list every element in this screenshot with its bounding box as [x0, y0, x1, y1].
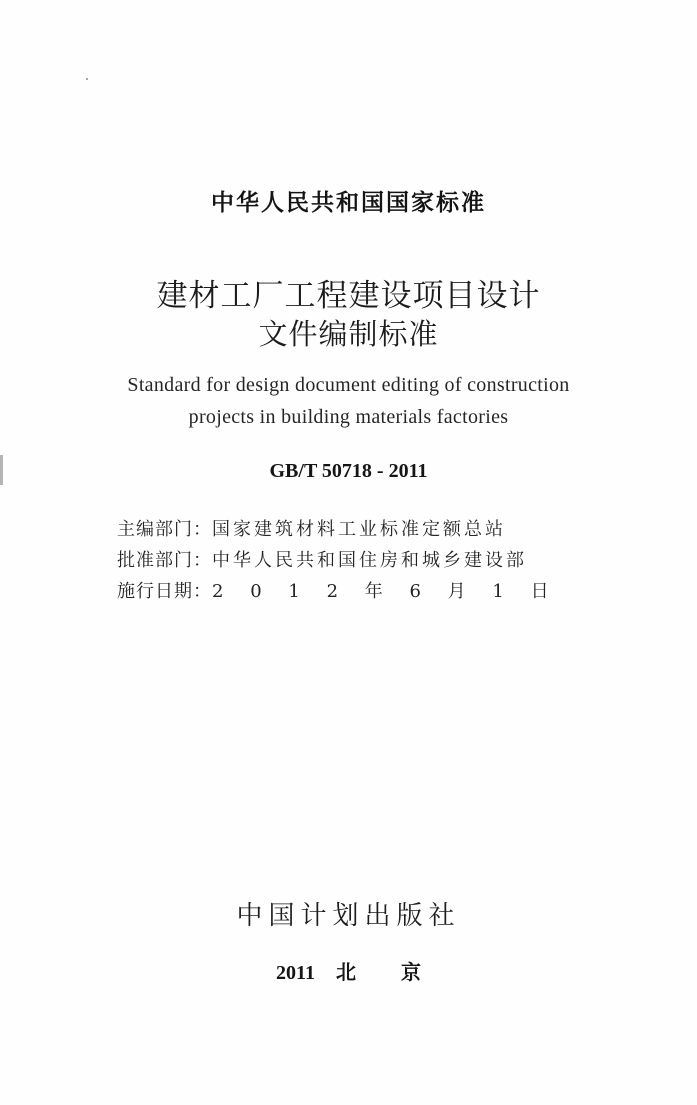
title-cn-line-2: 文件编制标准: [258, 317, 439, 351]
publication-city-char-2: 京: [400, 962, 421, 984]
publisher-name: 中国计划出版社: [236, 901, 461, 931]
title-en-line-2: projects in building materials factories: [188, 406, 509, 428]
date-part: 日: [530, 580, 549, 602]
date-part: 1: [288, 580, 300, 602]
editor-row: [117, 512, 587, 543]
national-standard-heading: 中华人民共和国国家标准: [211, 190, 486, 216]
approver-label: 批准部门：: [117, 549, 212, 571]
title-en-line-1: Standard for design document editing of construction: [127, 374, 570, 396]
approver-row: [117, 543, 587, 574]
date-part: 6: [409, 580, 421, 602]
publication-year-city: [0, 956, 697, 985]
scan-speck: [86, 78, 88, 80]
info-block: [117, 512, 587, 605]
date-label: 施行日期：: [117, 580, 212, 602]
editor-label: 主编部门：: [117, 518, 212, 540]
date-part: 年: [364, 580, 383, 602]
date-part: 1: [492, 580, 504, 602]
date-part: 0: [250, 580, 262, 602]
publication-year: 2011: [276, 962, 315, 984]
publication-city-char-1: 北: [335, 962, 356, 984]
standard-code: GB/T 50718 - 2011: [269, 460, 428, 482]
effective-date-row: [117, 574, 587, 605]
editor-value: 国家建筑材料工业标准定额总站: [212, 518, 506, 540]
approver-value: 中华人民共和国住房和城乡建设部: [212, 549, 527, 571]
title-cn-line-1: 建材工厂工程建设项目设计: [156, 278, 541, 314]
date-part: 月: [447, 580, 466, 602]
date-part: 2: [326, 580, 339, 602]
date-part: 2: [212, 580, 224, 602]
date-value: [212, 577, 570, 603]
